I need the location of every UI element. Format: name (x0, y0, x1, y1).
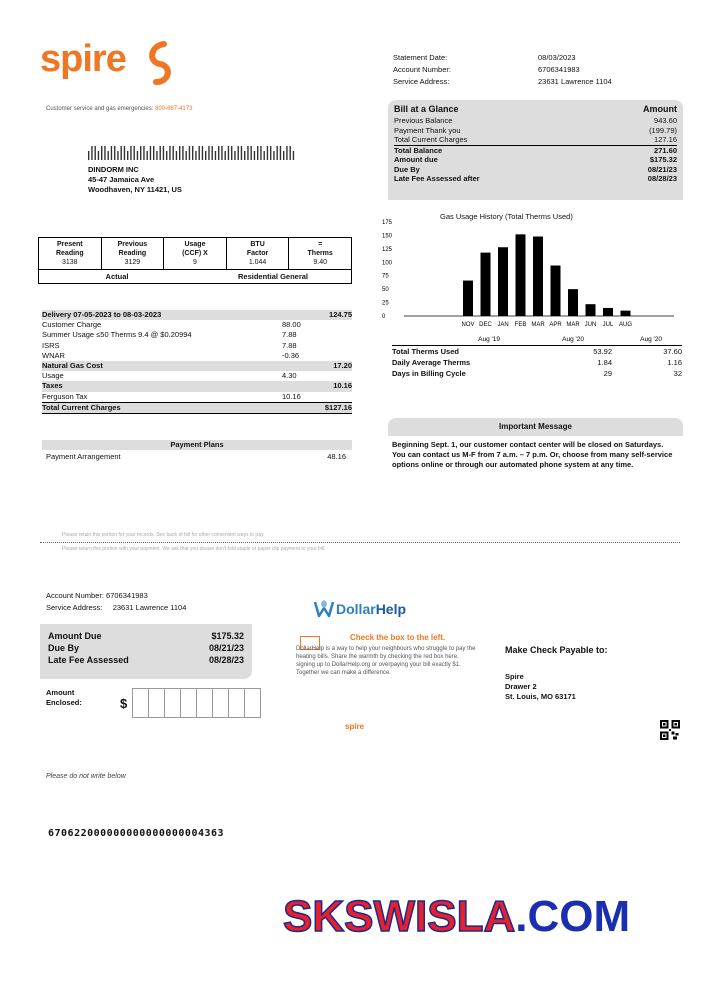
dollarhelp-name (336, 601, 406, 617)
charges-detail (42, 310, 352, 414)
charge-line-label: Customer Charge (42, 320, 102, 330)
stub-account: 6706341983 (106, 591, 148, 600)
gas-cost-total: 17.20 (333, 361, 352, 371)
charge-line-label: ISRS (42, 340, 60, 350)
x-tick-label: DEC (479, 322, 492, 328)
reading-cell-therms (289, 238, 351, 269)
total-charges-label: Total Current Charges (42, 402, 121, 412)
payment-arrangement-value: 48.16 (327, 452, 346, 461)
logo-text: spire (40, 38, 126, 80)
col-header: Reading (118, 250, 147, 257)
col-header: = (318, 241, 323, 248)
payable-line2: Drawer 2 (505, 682, 537, 691)
important-message-body: Beginning Sept. 1, our customer contact center will be closed on Saturdays. You can contact us M-F from 7 a.m. – 7 p.m. Or, choose from many self-service options online or through our automated phone system at any time. (392, 440, 673, 469)
amount-enclosed-boxes[interactable] (132, 688, 260, 718)
gas-cost-label: Natural Gas Cost (42, 361, 103, 371)
late-fee-label: Late Fee Assessed after (394, 174, 480, 183)
charge-line-value: 7.88 (282, 340, 297, 350)
total-balance-label: Total Balance (394, 145, 443, 155)
x-tick-label: JAN (497, 322, 509, 328)
y-tick-label: 100 (382, 260, 393, 267)
col-header: BTU (250, 241, 265, 248)
glance-line-label: Previous Balance (394, 116, 453, 125)
ocr-scanline: 670622000000000000000004363 (48, 828, 225, 839)
digit-box[interactable] (180, 688, 197, 718)
usage-bar (586, 304, 596, 316)
gas-usage-chart (378, 214, 678, 344)
amount-due-label: Amount due (394, 155, 438, 164)
dollarhelp-name-a: Dollar (336, 601, 376, 617)
amount-enclosed-line1: Amount (46, 688, 75, 697)
digit-box[interactable] (196, 688, 213, 718)
taxes-total: 10.16 (333, 381, 352, 391)
watermark-part-b: .COM (515, 892, 631, 941)
payable-line1: Spire (505, 672, 524, 681)
spire-logo (40, 38, 200, 98)
x-tick-label: JUN (584, 322, 597, 328)
x-tick-label: JUL (602, 322, 614, 328)
spire-mini-logo: spire (345, 722, 365, 731)
y-tick-label: 125 (382, 246, 393, 253)
payable-address (505, 672, 576, 702)
charge-line-value: 88.00 (282, 320, 301, 330)
ferguson-tax-value: 10.16 (282, 391, 301, 401)
watermark (283, 892, 630, 942)
bill-at-a-glance (388, 100, 683, 200)
payment-arrangement (46, 452, 346, 461)
col-header: Factor (246, 250, 269, 257)
usage-row-b: 37.60 (663, 347, 682, 356)
col-header: Present (56, 241, 83, 248)
y-tick-label: 50 (382, 287, 389, 294)
col-value: 1.044 (248, 259, 267, 266)
dollarhelp-name-b: Help (375, 601, 407, 617)
col-header: Previous (117, 241, 148, 248)
do-not-write-notice: Please do not write below (46, 773, 126, 780)
statement-date: 08/03/2023 (538, 53, 576, 62)
y-tick-label: 0 (382, 314, 386, 320)
taxes-label: Taxes (42, 381, 63, 391)
stub-amount-due: $175.32 (211, 631, 244, 641)
important-message-header: Important Message (388, 418, 683, 436)
stub-amount-due-label: Amount Due (48, 631, 102, 641)
usage-value: 4.30 (282, 371, 297, 381)
statement-info (393, 52, 633, 88)
due-by-label: Due By (394, 164, 420, 174)
usage-bar (463, 281, 473, 316)
spire-swirl-icon (140, 40, 180, 86)
usage-bar (481, 253, 491, 316)
stub-late-fee-label: Late Fee Assessed (48, 655, 129, 665)
reading-type: Actual (105, 272, 129, 281)
delivery-label: Delivery 07-05-2023 to 08-03-2023 (42, 310, 162, 319)
rate-class: Residential General (237, 272, 309, 281)
usage-row-a: 29 (603, 369, 612, 378)
glance-line-label: Payment Thank you (394, 125, 461, 135)
service-address: 23631 Lawrence 1104 (538, 77, 612, 86)
col-value: 9.40 (313, 259, 327, 266)
x-tick-label: MAR (566, 322, 580, 328)
payment-plans-header: Payment Plans (42, 440, 352, 450)
col-value: 3138 (62, 259, 78, 266)
account-number: 6706341983 (538, 65, 580, 74)
amount-enclosed-line2: Enclosed: (46, 698, 82, 707)
dollar-sign: $ (120, 696, 128, 711)
digit-box[interactable] (164, 688, 181, 718)
reading-cell-btu (227, 238, 290, 269)
usage-row-label: Total Therms Used (392, 347, 459, 356)
hands-icon (312, 598, 336, 620)
qr-code-icon (660, 720, 680, 740)
total-balance: 271.60 (654, 145, 677, 155)
digit-box[interactable] (244, 688, 261, 718)
charge-line-label: Summer Usage ≤50 Therms 9.4 @ $0.20994 (42, 330, 192, 340)
y-tick-label: 150 (382, 233, 393, 240)
x-tick-label: MAR (531, 322, 545, 328)
col-value: 3129 (124, 259, 141, 266)
mailing-address (88, 165, 182, 195)
digit-box[interactable] (212, 688, 229, 718)
usage-bar (621, 311, 631, 316)
charge-line-value: -0.36 (282, 350, 300, 360)
meter-reading-table (38, 237, 352, 284)
y-tick-label: 25 (382, 300, 389, 307)
usage-row-a: 1.84 (597, 358, 612, 367)
total-charges-value: $127.16 (324, 402, 352, 412)
stub-due-by: 08/21/23 (208, 643, 244, 653)
glance-line-value: 943.60 (654, 116, 677, 125)
due-by: 08/21/23 (647, 164, 677, 174)
usage-bar (533, 237, 543, 316)
usage-label: Usage (42, 371, 64, 381)
reading-cell-usage (164, 238, 227, 269)
y-tick-label: 75 (382, 273, 389, 280)
col-header: Usage (184, 241, 206, 248)
dollarhelp-logo (312, 598, 406, 620)
glance-line-label: Total Current Charges (394, 135, 468, 144)
usage-comparison (392, 345, 682, 379)
stub-account-label: Account Number: (46, 591, 104, 600)
dollarhelp-heading: Check the box to the left. (350, 633, 446, 642)
glance-title: Bill at a Glance (394, 104, 459, 114)
usage-bar (516, 234, 526, 316)
reading-cell-previous (102, 238, 165, 269)
ferguson-tax-label: Ferguson Tax (42, 391, 88, 401)
usage-row-label: Days in Billing Cycle (392, 369, 466, 378)
x-tick-label: FEB (514, 322, 527, 328)
usage-bar (603, 308, 613, 316)
retain-notice: Please retain this portion for your records. See back of bill for other convenient ways to pay. (62, 532, 265, 538)
charge-line-label: WNAR (42, 350, 65, 360)
amount-due: $175.32 (649, 155, 677, 164)
glance-amount-header: Amount (643, 104, 677, 114)
late-fee-date: 08/28/23 (647, 174, 677, 183)
stub-account-info (46, 590, 186, 614)
usage-row-b: 32 (673, 369, 682, 378)
usage-row-label: Daily Average Therms (392, 358, 471, 367)
payable-heading: Make Check Payable to: (505, 645, 608, 655)
charge-line-value: 7.88 (282, 330, 297, 340)
amount-enclosed-label (46, 688, 82, 708)
cs-label: Customer service and gas emergencies: (46, 106, 154, 112)
digit-box[interactable] (132, 688, 149, 718)
y-tick-label: 175 (382, 220, 393, 226)
stub-amount-due-box (40, 624, 252, 679)
usage-row-a: 53.92 (593, 347, 612, 356)
period-label: Aug '20 (640, 336, 662, 343)
payment-arrangement-label: Payment Arrangement (46, 452, 121, 461)
service-label: Service Address: (393, 77, 450, 86)
reading-cell-present (39, 238, 102, 269)
dollarhelp-body: DollarHelp is a way to help your neighbours who struggle to pay the heating bills. Share the warmth by checking the red box here, signing up to DollarHelp.org or overpaying your bill exactly $1. Together we can make a difference. (296, 646, 476, 676)
x-tick-label: AUG (618, 322, 633, 328)
mailing-city: Woodhaven, NY 11421, US (88, 185, 182, 194)
mailing-name: DINDORM INC (88, 165, 139, 174)
stub-service-label: Service Address: (46, 603, 103, 612)
stub-late-fee: 08/28/23 (208, 655, 244, 665)
digit-box[interactable] (148, 688, 165, 718)
glance-line-value: 127.16 (654, 135, 677, 144)
period-label: Aug '19 (478, 336, 500, 343)
x-tick-label: APR (549, 322, 562, 328)
period-label: Aug '20 (562, 336, 584, 343)
usage-bar (498, 247, 508, 316)
col-header: Reading (55, 250, 84, 257)
statement-date-label: Statement Date: (393, 53, 448, 62)
payable-line3: St. Louis, MO 63171 (505, 692, 576, 701)
col-header: Therms (307, 250, 333, 257)
delivery-total: 124.75 (329, 310, 352, 319)
return-notice: Please return this portion with your payment. We ask that you please don't fold staple or paper clip payment to your bill. (62, 546, 326, 552)
usage-bar (568, 289, 578, 316)
usage-row-b: 1.16 (667, 358, 682, 367)
cs-phone: 800-887-4173 (155, 106, 193, 112)
perforation-line (40, 542, 680, 543)
x-tick-label: NOV (461, 322, 475, 328)
col-header: (CCF) X (182, 250, 208, 257)
usage-bar (551, 266, 561, 316)
account-label: Account Number: (393, 65, 451, 74)
col-value: 9 (193, 259, 197, 266)
mailing-street: 45-47 Jamaica Ave (88, 175, 155, 184)
postal-barcode (88, 146, 298, 160)
chart-title: Gas Usage History (Total Therms Used) (440, 212, 573, 221)
digit-box[interactable] (228, 688, 245, 718)
glance-line-value: (199.79) (649, 125, 677, 135)
stub-service: 23631 Lawrence 1104 (112, 603, 187, 612)
watermark-part-a: SKSWISLA (283, 892, 516, 941)
stub-due-by-label: Due By (48, 643, 80, 653)
customer-service-line (46, 106, 192, 112)
